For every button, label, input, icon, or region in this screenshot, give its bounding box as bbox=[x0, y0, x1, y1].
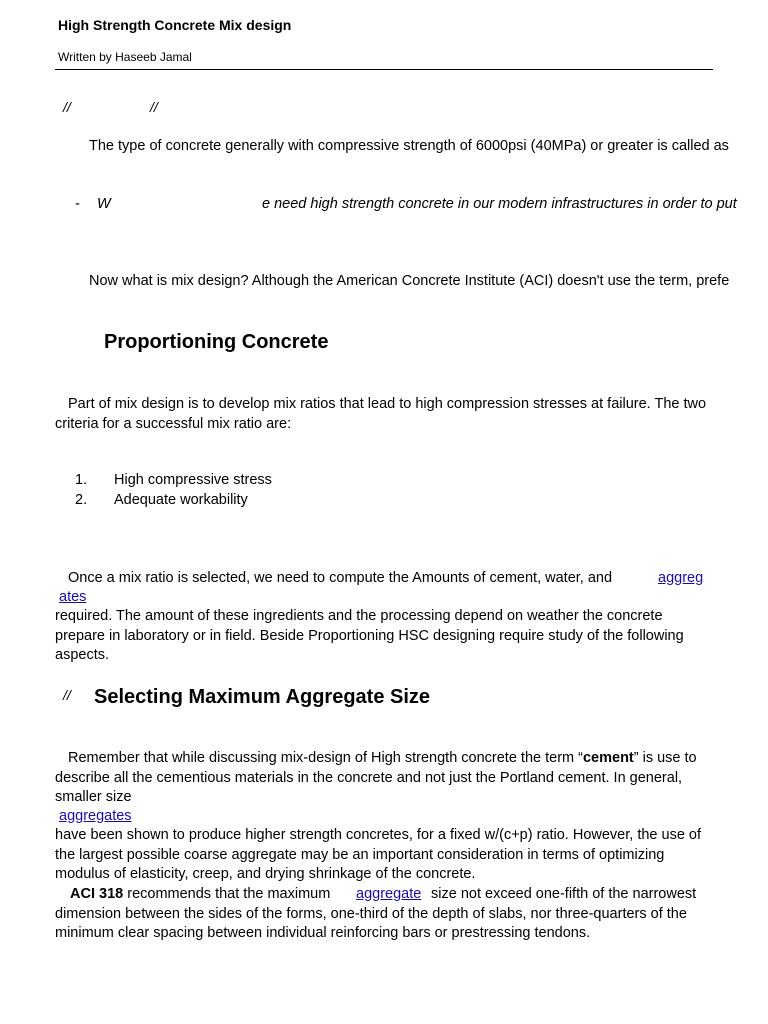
aggregates-link-part1[interactable]: aggreg bbox=[658, 570, 704, 586]
criteria-list bbox=[55, 471, 272, 510]
aci-text-a: recommends that the maximum bbox=[127, 886, 331, 902]
mix-design-question: Now what is mix design? Although the American Concrete Institute (ACI) doesn't use the term, prefe bbox=[89, 273, 730, 289]
intro-definition: The type of concrete generally with compressive strength of 6000psi (40MPa) or greater is called as bbox=[89, 138, 729, 154]
aggregates-link[interactable]: aggregates bbox=[59, 808, 132, 824]
document-title: High Strength Concrete Mix design bbox=[58, 17, 292, 33]
slash-marker-section: // bbox=[63, 687, 71, 703]
heading-max-aggregate-size: Selecting Maximum Aggregate Size bbox=[94, 686, 431, 708]
author-line: Written by Haseeb Jamal bbox=[58, 50, 192, 64]
aggregate-strength-paragraph: have been shown to produce higher strength concretes, for a fixed w/(c+p) ratio. However, the use of the largest possible coarse aggregate may be an important consideration in terms of optimizing modulus of elasticity, creep, and drying shrinkage of the concrete. bbox=[55, 827, 702, 882]
mix-ratio-text: Once a mix ratio is selected, we need to compute the Amounts of cement, water, and bbox=[68, 570, 613, 586]
aggregates-link-part2[interactable]: ates bbox=[59, 589, 87, 605]
cement-text-b: ” is use to describe all the cementious materials in the concrete and not just the Portland cement. In general, smaller size bbox=[55, 750, 697, 805]
aci-paragraph: size not exceed one-fifth of the narrowest dimension between the sides of the forms, one-third of the depth of slabs, nor three-quarters of the minimum clear spacing between individual reinforcing bars or prestressing tendons. bbox=[55, 886, 697, 941]
dash-marker: - bbox=[75, 196, 80, 212]
heading-proportioning-concrete: Proportioning Concrete bbox=[104, 331, 329, 353]
ingredients-paragraph: required. The amount of these ingredients and the processing depend on weather the concrete prepare in laboratory or in field. Beside Proportioning HSC designing require study of the following aspects. bbox=[55, 608, 684, 663]
slash-marker-right: // bbox=[150, 99, 158, 115]
header-divider bbox=[55, 69, 713, 70]
why-first-letter: W bbox=[97, 196, 111, 212]
list-number: 1. bbox=[75, 472, 88, 488]
slash-marker-left: // bbox=[63, 99, 71, 115]
list-text: High compressive stress bbox=[114, 472, 272, 488]
list-item bbox=[55, 491, 272, 511]
cement-paragraph bbox=[55, 749, 715, 808]
list-number: 2. bbox=[75, 491, 88, 508]
aci-318-term: ACI 318 bbox=[70, 886, 124, 902]
cement-text-a: Remember that while discussing mix-design of High strength concrete the term “ bbox=[68, 750, 583, 766]
cement-term: cement bbox=[582, 750, 634, 766]
list-item bbox=[55, 471, 272, 491]
proportioning-paragraph: Part of mix design is to develop mix ratios that lead to high compression stresses at failure. The two criteria for a successful mix ratio are: bbox=[55, 396, 707, 432]
list-text: Adequate workability bbox=[114, 491, 248, 508]
aggregate-link[interactable]: aggregate bbox=[356, 886, 422, 902]
why-need-text: e need high strength concrete in our modern infrastructures in order to put bbox=[262, 196, 737, 212]
